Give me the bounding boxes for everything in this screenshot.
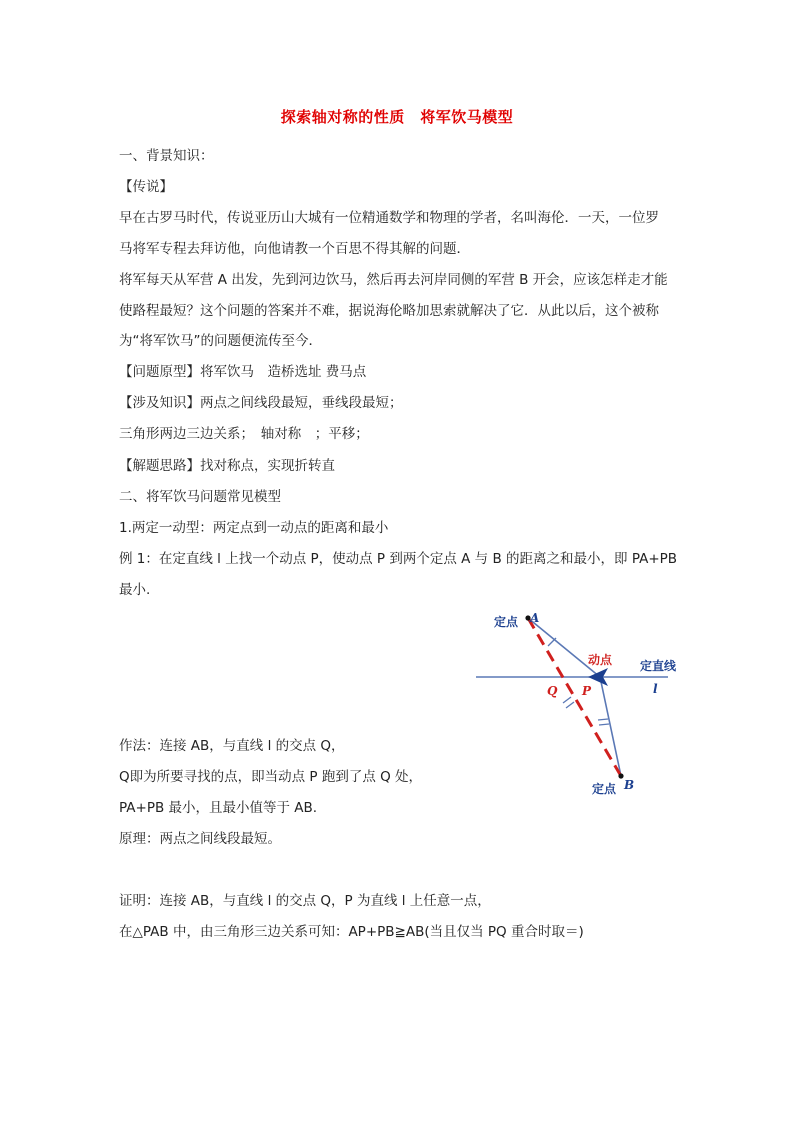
segment-ap — [528, 618, 600, 677]
tick-mark — [563, 697, 571, 703]
segment-ab-dashed — [528, 618, 621, 776]
label-p: P — [582, 684, 592, 698]
related-knowledge: 【涉及知识】两点之间线段最短，垂线段最短； — [119, 395, 403, 411]
solution-approach: 【解题思路】找对称点，实现折转直 — [119, 458, 335, 474]
paragraph-line: 早在古罗马时代，传说亚历山大城有一位精通数学和物理的学者，名叫海伦．一天，一位罗 — [119, 210, 659, 226]
problem-prototype: 【问题原型】将军饮马 造桥选址 费马点 — [119, 364, 367, 380]
paragraph-line: 马将军专程去拜访他，向他请教一个百思不得其解的问题． — [119, 241, 470, 257]
label-a: A — [530, 611, 540, 625]
label-l: l — [653, 682, 658, 696]
proof-text: 证明：连接 AB，与直线 l 的交点 Q，P 为直线 l 上任意一点， — [119, 893, 491, 909]
method-text: PA+PB 最小，且最小值等于 AB. — [119, 800, 318, 816]
method-text: 作法：连接 AB，与直线 l 的交点 Q， — [119, 738, 345, 754]
example-text: 例 1：在定直线 l 上找一个动点 P，使动点 P 到两个定点 A 与 B 的距离之和最小，即 PA+PB — [119, 551, 678, 567]
model-title: 1.两定一动型：两定点到一动点的距离和最小 — [119, 520, 389, 536]
section-heading-background: 一、背景知识： — [119, 148, 214, 164]
section-heading-models: 二、将军饮马问题常见模型 — [119, 489, 281, 505]
tick-mark — [548, 638, 556, 646]
tick-mark — [599, 724, 609, 725]
paragraph-line: 使路程最短？这个问题的答案并不难，据说海伦略加思索就解决了它．从此以后，这个被称 — [119, 303, 659, 319]
related-knowledge-cont: 三角形两边三边关系； 轴对称 ；平移； — [119, 426, 369, 442]
label-fixed-line: 定直线 — [640, 659, 677, 673]
tick-mark — [598, 719, 608, 720]
label-fixed-point-a: 定点 — [494, 615, 519, 629]
segment-pb — [600, 677, 621, 776]
example-text-cont: 最小. — [119, 582, 151, 598]
label-q: Q — [547, 684, 558, 698]
proof-text: 在△PAB 中，由三角形三边关系可知：AP+PB≧AB(当且仅当 PQ 重合时取＝) — [119, 924, 584, 940]
label-moving-point: 动点 — [588, 653, 613, 667]
paragraph-line: 为“将军饮马”的问题便流传至今． — [119, 333, 322, 349]
principle-text: 原理：两点之间线段最短。 — [119, 831, 281, 847]
general-drinking-horse-figure — [470, 602, 710, 824]
legend-tag: 【传说】 — [119, 179, 173, 195]
paragraph-line: 将军每天从军营 A 出发，先到河边饮马，然后再去河岸同侧的军营 B 开会，应该怎样走才能 — [119, 272, 668, 288]
page-title: 探索轴对称的性质 将军饮马模型 — [280, 108, 514, 126]
tick-mark — [566, 702, 574, 708]
label-fixed-point-b: 定点 — [592, 782, 617, 796]
point-b — [618, 773, 623, 778]
label-b: B — [624, 778, 635, 792]
method-text: Q即为所要寻找的点，即当动点 P 跑到了点 Q 处， — [119, 769, 423, 785]
